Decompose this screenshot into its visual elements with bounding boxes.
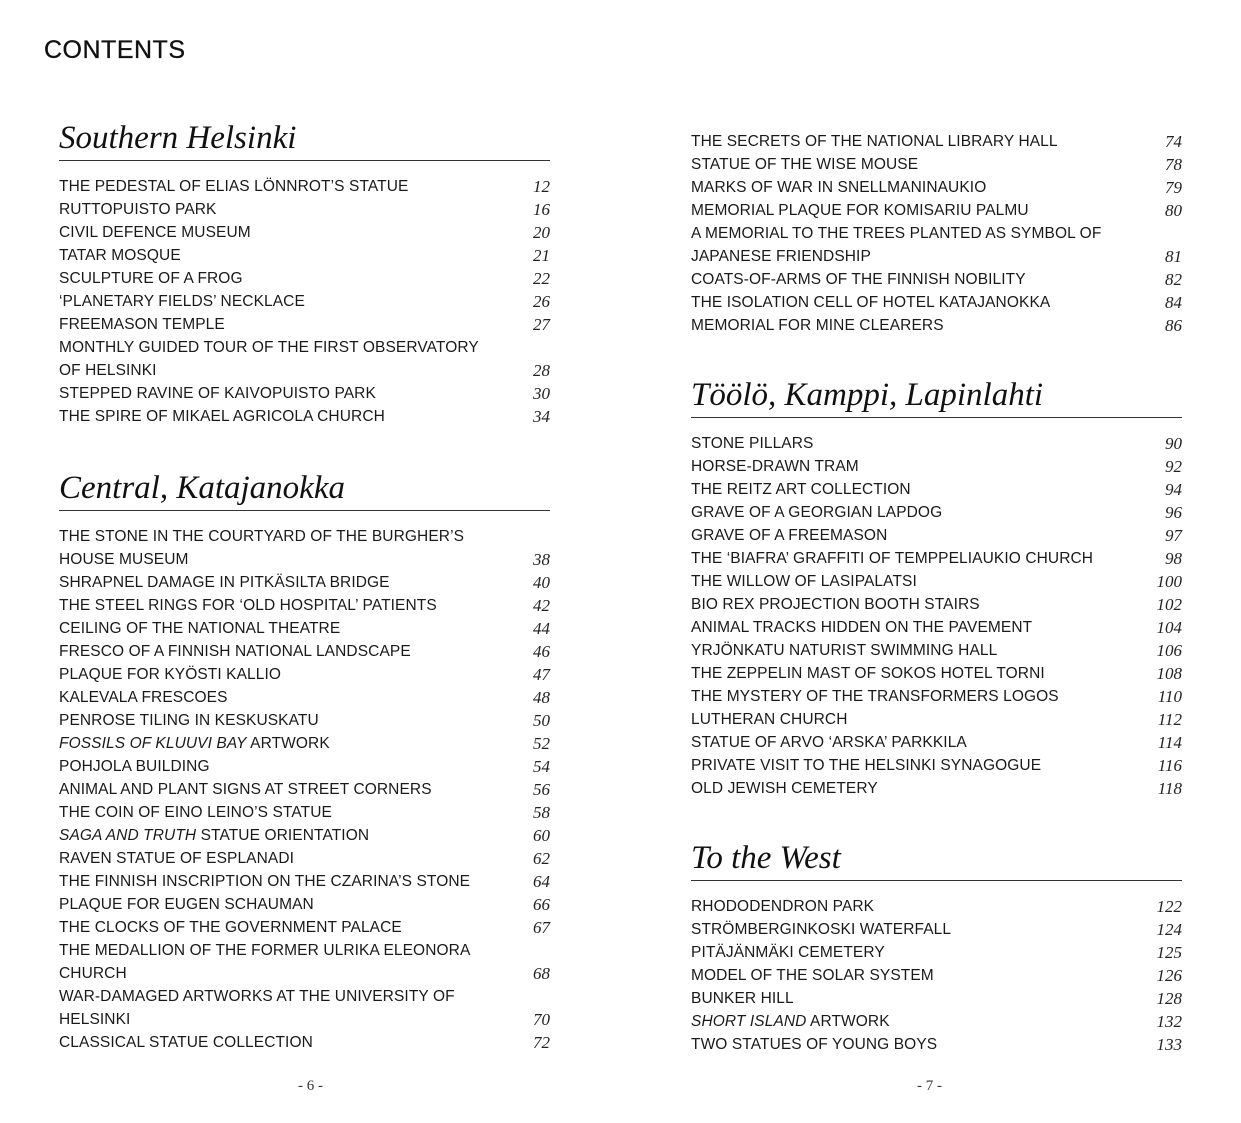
entry-title: GRAVE OF A GEORGIAN LAPDOG [691,504,943,521]
entry-page-number: 40 [533,573,550,592]
toc-entry[interactable] [691,501,1182,524]
entry-title: GRAVE OF A FREEMASON [691,527,888,544]
entry-page-number: 128 [1156,989,1182,1008]
toc-entry[interactable] [691,524,1182,547]
entry-title: STEPPED RAVINE OF KAIVOPUISTO PARK [59,385,376,402]
toc-entry[interactable] [59,847,550,870]
entry-title: MEMORIAL PLAQUE FOR KOMISARIU PALMU [691,202,1029,219]
entry-page-number: 94 [1165,480,1182,499]
entry-title: THE ZEPPELIN MAST OF SOKOS HOTEL TORNI [691,665,1045,682]
toc-entry[interactable] [691,153,1182,176]
entry-title: THE MEDALLION OF THE FORMER ULRIKA ELEONORA CHURCH [59,942,470,982]
section-title: To the West [691,838,1182,881]
toc-entry[interactable] [59,778,550,801]
contents-heading: CONTENTS [44,36,186,64]
entry-title: THE STONE IN THE COURTYARD OF THE BURGHER’S HOUSE MUSEUM [59,528,465,568]
section-title: Central, Katajanokka [59,468,550,511]
toc-entry[interactable] [59,525,550,571]
toc-entry[interactable] [59,985,550,1031]
entry-page-number: 46 [533,642,550,661]
toc-entry[interactable] [59,755,550,778]
entry-title: COATS-OF-ARMS OF THE FINNISH NOBILITY [691,271,1026,288]
toc-entry[interactable] [691,547,1182,570]
entry-title: CEILING OF THE NATIONAL THEATRE [59,620,341,637]
entry-title: PLAQUE FOR KYÖSTI KALLIO [59,666,282,683]
entry-page-number: 22 [533,269,550,288]
entry-title: CIVIL DEFENCE MUSEUM [59,224,251,241]
entry-title: THE MYSTERY OF THE TRANSFORMERS LOGOS [691,688,1059,705]
entry-page-number: 81 [1165,247,1182,266]
toc-entry[interactable] [691,130,1182,153]
section-central-katajanokka-continued [691,130,1182,337]
entry-list [691,418,1182,800]
entry-page-number: 82 [1165,270,1182,289]
toc-entry[interactable] [691,176,1182,199]
toc-entry[interactable] [691,708,1182,731]
toc-entry[interactable] [691,314,1182,337]
toc-entry[interactable] [59,290,550,313]
entry-page-number: 21 [533,246,550,265]
entry-title: SHRAPNEL DAMAGE IN PITKÄSILTA BRIDGE [59,574,390,591]
entry-title: STRÖMBERGINKOSKI WATERFALL [691,921,952,938]
toc-entry[interactable] [691,199,1182,222]
toc-entry[interactable] [59,571,550,594]
entry-title: PRIVATE VISIT TO THE HELSINKI SYNAGOGUE [691,757,1042,774]
entry-page-number: 26 [533,292,550,311]
toc-entry[interactable] [59,244,550,267]
entry-title: MONTHLY GUIDED TOUR OF THE FIRST OBSERVATORY OF HELSINKI [59,339,479,379]
entry-title: THE WILLOW OF LASIPALATSI [691,573,917,590]
entry-page-number: 42 [533,596,550,615]
entry-page-number: 34 [533,407,550,426]
entry-title: RHODODENDRON PARK [691,898,875,915]
entry-page-number: 84 [1165,293,1182,312]
entry-page-number: 110 [1157,687,1182,706]
toc-entry[interactable] [59,939,550,985]
entry-title: CLASSICAL STATUE COLLECTION [59,1034,313,1051]
entry-title: THE COIN OF EINO LEINO’S STATUE [59,804,332,821]
entry-title: ANIMAL AND PLANT SIGNS AT STREET CORNERS [59,781,432,798]
toc-entry[interactable] [59,686,550,709]
entry-title [59,824,369,847]
toc-entry[interactable] [691,570,1182,593]
entry-page-number: 124 [1156,920,1182,939]
entry-page-number: 104 [1156,618,1182,637]
toc-entry[interactable] [691,685,1182,708]
entry-page-number: 98 [1165,549,1182,568]
entry-title: THE STEEL RINGS FOR ‘OLD HOSPITAL’ PATIENTS [59,597,437,614]
entry-title-rest: ARTWORK [806,1013,890,1030]
entry-page-number: 125 [1156,943,1182,962]
entry-title: SCULPTURE OF A FROG [59,270,243,287]
entry-title [691,1010,890,1033]
toc-entry[interactable] [59,893,550,916]
entry-page-number: 64 [533,872,550,891]
entry-page-number: 80 [1165,201,1182,220]
entry-title: THE SECRETS OF THE NATIONAL LIBRARY HALL [691,133,1058,150]
section-central-katajanokka [59,468,550,1054]
entry-title: LUTHERAN CHURCH [691,711,848,728]
entry-title: MODEL OF THE SOLAR SYSTEM [691,967,934,984]
toc-entry[interactable] [691,1010,1182,1033]
entry-page-number: 96 [1165,503,1182,522]
entry-title [59,732,330,755]
entry-page-number: 102 [1156,595,1182,614]
toc-entry[interactable] [59,594,550,617]
entry-page-number: 44 [533,619,550,638]
entry-page-number: 72 [533,1033,550,1052]
toc-entry[interactable] [691,777,1182,800]
toc-entry[interactable] [691,731,1182,754]
section-to-the-west [691,838,1182,1056]
entry-page-number: 16 [533,200,550,219]
entry-title: THE ISOLATION CELL OF HOTEL KATAJANOKKA [691,294,1051,311]
entry-page-number: 27 [533,315,550,334]
entry-list [59,511,550,1054]
entry-title: BUNKER HILL [691,990,794,1007]
entry-page-number: 58 [533,803,550,822]
entry-page-number: 70 [533,1010,550,1029]
entry-page-number: 62 [533,849,550,868]
entry-title: THE SPIRE OF MIKAEL AGRICOLA CHURCH [59,408,385,425]
entry-title: FRESCO OF A FINNISH NATIONAL LANDSCAPE [59,643,411,660]
section-title: Southern Helsinki [59,118,550,161]
toc-entry[interactable] [59,198,550,221]
entry-page-number: 47 [533,665,550,684]
entry-title: STONE PILLARS [691,435,814,452]
toc-entry[interactable] [59,336,550,382]
toc-entry[interactable] [59,870,550,893]
entry-title: THE FINNISH INSCRIPTION ON THE CZARINA’S STONE [59,873,471,890]
toc-entry[interactable] [59,313,550,336]
entry-page-number: 56 [533,780,550,799]
entry-page-number: 100 [1156,572,1182,591]
entry-title: OLD JEWISH CEMETERY [691,780,878,797]
entry-title-italic: SHORT ISLAND [691,1013,807,1030]
toc-entry[interactable] [691,268,1182,291]
entry-title: RUTTOPUISTO PARK [59,201,217,218]
toc-entry[interactable] [59,916,550,939]
entry-title: POHJOLA BUILDING [59,758,210,775]
toc-entry[interactable] [59,221,550,244]
toc-entry[interactable] [691,593,1182,616]
entry-title: THE REITZ ART COLLECTION [691,481,911,498]
toc-entry[interactable] [59,709,550,732]
entry-title-italic: SAGA AND TRUTH [59,827,197,844]
entry-page-number: 126 [1156,966,1182,985]
entry-title: PLAQUE FOR EUGEN SCHAUMAN [59,896,314,913]
entry-page-number: 66 [533,895,550,914]
toc-entry[interactable] [691,918,1182,941]
entry-page-number: 132 [1156,1012,1182,1031]
entry-title: PENROSE TILING IN KESKUSKATU [59,712,319,729]
entry-title: TATAR MOSQUE [59,247,181,264]
entry-page-number: 12 [533,177,550,196]
entry-title: THE CLOCKS OF THE GOVERNMENT PALACE [59,919,402,936]
toc-entry[interactable] [691,662,1182,685]
entry-page-number: 60 [533,826,550,845]
entry-page-number: 116 [1157,756,1182,775]
page-number-left: - 6 - [298,1078,323,1094]
entry-page-number: 108 [1156,664,1182,683]
entry-title: A MEMORIAL TO THE TREES PLANTED AS SYMBOL OF JAPANESE FRIENDSHIP [691,225,1102,265]
toc-entry[interactable] [691,1033,1182,1056]
toc-entry[interactable] [59,801,550,824]
toc-entry[interactable] [691,478,1182,501]
toc-entry[interactable] [691,941,1182,964]
entry-title: ‘PLANETARY FIELDS’ NECKLACE [59,293,305,310]
entry-page-number: 92 [1165,457,1182,476]
entry-page-number: 28 [533,361,550,380]
entry-page-number: 97 [1165,526,1182,545]
entry-page-number: 38 [533,550,550,569]
entry-page-number: 133 [1156,1035,1182,1054]
entry-list [691,130,1182,337]
entry-page-number: 67 [533,918,550,937]
section-southern-helsinki [59,118,550,428]
entry-page-number: 54 [533,757,550,776]
entry-title: HORSE-DRAWN TRAM [691,458,859,475]
entry-title: ANIMAL TRACKS HIDDEN ON THE PAVEMENT [691,619,1033,636]
entry-list [59,161,550,428]
entry-page-number: 74 [1165,132,1182,151]
entry-title: FREEMASON TEMPLE [59,316,225,333]
toc-entry[interactable] [59,267,550,290]
entry-page-number: 118 [1157,779,1182,798]
toc-entry[interactable] [59,663,550,686]
left-page-column [59,118,550,1054]
entry-page-number: 52 [533,734,550,753]
toc-entry[interactable] [691,616,1182,639]
entry-title: KALEVALA FRESCOES [59,689,228,706]
entry-title: THE PEDESTAL OF ELIAS LÖNNROT’S STATUE [59,178,409,195]
entry-title: PITÄJÄNMÄKI CEMETERY [691,944,885,961]
entry-title: WAR-DAMAGED ARTWORKS AT THE UNIVERSITY OF HELSINKI [59,988,455,1028]
section-title: Töölö, Kamppi, Lapinlahti [691,375,1182,418]
entry-title: RAVEN STATUE OF ESPLANADI [59,850,295,867]
entry-page-number: 86 [1165,316,1182,335]
toc-entry[interactable] [59,175,550,198]
entry-page-number: 20 [533,223,550,242]
entry-title: MEMORIAL FOR MINE CLEARERS [691,317,944,334]
entry-page-number: 79 [1165,178,1182,197]
toc-entry[interactable] [691,895,1182,918]
entry-page-number: 122 [1156,897,1182,916]
toc-entry[interactable] [59,1031,550,1054]
entry-page-number: 48 [533,688,550,707]
entry-title: MARKS OF WAR IN SNELLMANINAUKIO [691,179,987,196]
toc-entry[interactable] [59,405,550,428]
entry-title: STATUE OF ARVO ‘ARSKA’ PARKKILA [691,734,967,751]
entry-title: BIO REX PROJECTION BOOTH STAIRS [691,596,980,613]
right-page-column [691,130,1182,1056]
toc-entry[interactable] [59,382,550,405]
entry-title-rest: STATUE ORIENTATION [196,827,370,844]
section-toolo-kamppi-lapinlahti [691,375,1182,800]
entry-title: STATUE OF THE WISE MOUSE [691,156,919,173]
entry-page-number: 30 [533,384,550,403]
entry-page-number: 112 [1157,710,1182,729]
entry-title-italic: FOSSILS OF KLUUVI BAY [59,735,247,752]
entry-title-rest: ARTWORK [246,735,330,752]
toc-entry[interactable] [59,824,550,847]
toc-entry[interactable] [691,222,1182,268]
entry-page-number: 106 [1156,641,1182,660]
page-number-right: - 7 - [917,1078,942,1094]
entry-page-number: 68 [533,964,550,983]
toc-entry[interactable] [691,754,1182,777]
toc-entry[interactable] [59,640,550,663]
entry-title: THE ‘BIAFRA’ GRAFFITI OF TEMPPELIAUKIO CHURCH [691,550,1094,567]
toc-entry[interactable] [691,432,1182,455]
toc-entry[interactable] [59,732,550,755]
toc-entry[interactable] [691,639,1182,662]
toc-entry[interactable] [59,617,550,640]
entry-page-number: 78 [1165,155,1182,174]
toc-entry[interactable] [691,964,1182,987]
entry-page-number: 114 [1157,733,1182,752]
entry-page-number: 50 [533,711,550,730]
toc-entry[interactable] [691,987,1182,1010]
entry-title: YRJÖNKATU NATURIST SWIMMING HALL [691,642,998,659]
entry-title: TWO STATUES OF YOUNG BOYS [691,1036,938,1053]
entry-list [691,881,1182,1056]
toc-entry[interactable] [691,291,1182,314]
toc-entry[interactable] [691,455,1182,478]
entry-page-number: 90 [1165,434,1182,453]
